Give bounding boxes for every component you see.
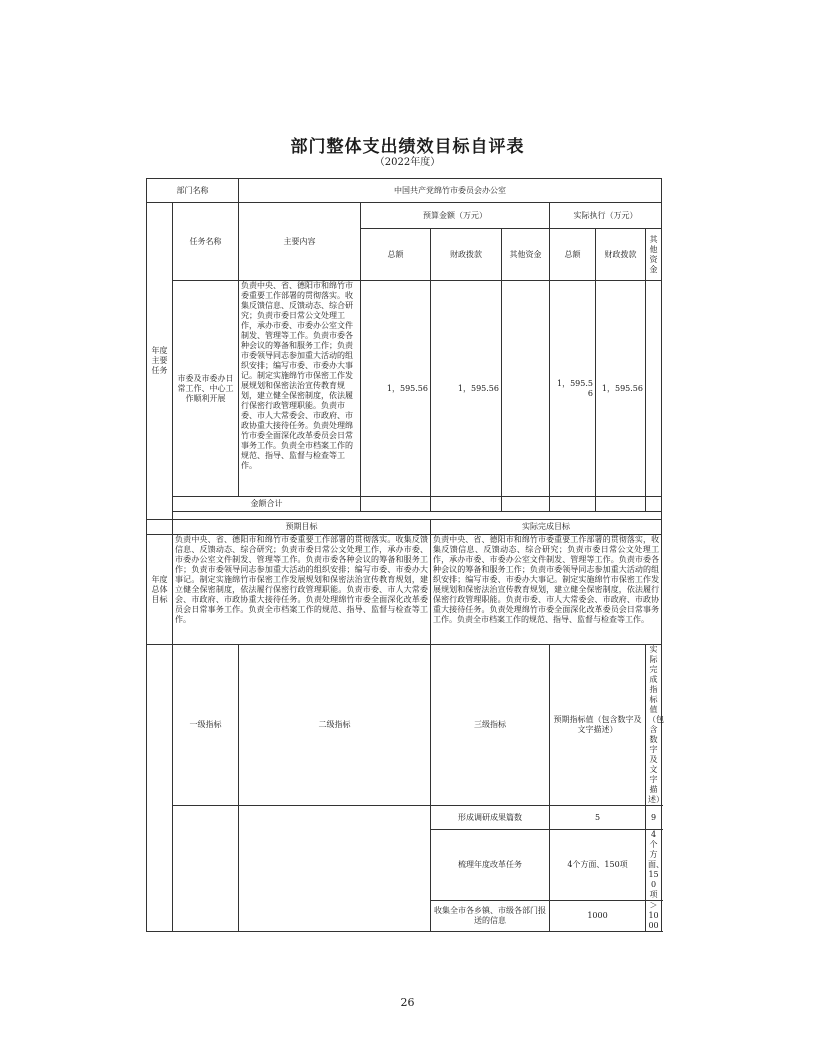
budget-other-header: 其他资金 (502, 229, 550, 281)
actual-total-value: 1，595.56 (550, 281, 596, 497)
level1-indicator-label: 一级指标 (173, 645, 239, 806)
page-title: 部门整体支出绩效目标自评表 (290, 137, 525, 157)
indicator-actual: 9 (646, 806, 662, 830)
task-content: 负责中央、省、德阳市和绵竹市委重要工作部署的贯彻落实。收集反馈信息、反馈动态、综合研究；负责市委日常公文处理工作，承办市委、市委办公室文件制发、管理等工作。负责市委各种会议的筹备和服务工作；负责市委领导同志参加重大活动的组织安排；编写市委、市委办大事记。制定实施绵竹市保密工作发展规划和保密法治宣传教育规划，建立健全保密制度，依法履行保密行政管理职能。负责市委、市人大常委会、市政府、市政协重大接待任务。负责处理绵竹市委全面深化改革委员会日常事务工作。负责全市档案工作的规范、指导、监督与检查等工作。 (239, 281, 361, 497)
dept-value: 中国共产党绵竹市委员会办公室 (239, 179, 662, 203)
indicator-name: 收集全市各乡镇、市级各部门报送的信息 (431, 901, 550, 932)
actual-fiscal-header: 财政拨款 (596, 229, 646, 281)
indicator-expected: 1000 (550, 901, 646, 932)
indicator-header-row (147, 645, 662, 806)
evaluation-table (146, 178, 662, 932)
expected-goal-label: 预期目标 (173, 520, 431, 535)
page-subtitle: （2022年度） (374, 157, 441, 168)
budget-total-header: 总额 (361, 229, 431, 281)
budget-fiscal-value: 1，595.56 (431, 281, 502, 497)
indicator-expected: 4个方面、150项 (550, 830, 646, 901)
actual-other-value (646, 281, 662, 497)
evaluation-sheet (146, 178, 664, 930)
dept-label: 部门名称 (147, 179, 239, 203)
level2-indicator-label: 二级指标 (239, 645, 431, 806)
annual-tasks-label: 年度主要任务 (147, 203, 173, 520)
goal-row (147, 535, 662, 645)
actual-goal-label: 实际完成目标 (431, 520, 662, 535)
actual-exec-label: 实际执行（万元） (550, 203, 662, 229)
sum-label: 金额合计 (173, 497, 361, 512)
level3-indicator-label: 三级指标 (431, 645, 550, 806)
indicator-actual: 4个方面、150项 (646, 830, 662, 901)
expected-goal-text: 负责中央、省、德阳市和绵竹市委重要工作部署的贯彻落实。收集反馈信息、反馈动态、综合研究；负责市委日常公文处理工作，承办市委、市委办公室文件制发、管理等工作。负责市委各种会议的筹备和服务工作；负责市委领导同志参加重大活动的组织安排；编写市委、市委办大事记。制定实施绵竹市保密工作发展规划和保密法治宣传教育规划，建立健全保密制度，依法履行保密行政管理职能。负责市委、市人大常委会、市政府、市政协重大接待任务。负责处理绵竹市委全面深化改革委员会日常事务工作。负责全市档案工作的规范、指导、监督与检查等工作。 (173, 535, 431, 645)
actual-value-label: 实际完成指标值（包含数字及文字描述） (646, 645, 662, 806)
overall-goal-label: 年度总体目标 (147, 535, 173, 645)
task-name-label: 任务名称 (173, 203, 239, 281)
gap-row (147, 512, 662, 520)
indicator-name: 形成调研成果篇数 (431, 806, 550, 830)
indicator-expected: 5 (550, 806, 646, 830)
page-number: 26 (400, 996, 415, 1009)
budget-fiscal-header: 财政拨款 (431, 229, 502, 281)
task-row (147, 281, 662, 497)
actual-total-header: 总额 (550, 229, 596, 281)
budget-other-value (502, 281, 550, 497)
indicator-name: 梳理年度改革任务 (431, 830, 550, 901)
actual-other-header: 其他资金 (646, 229, 662, 281)
task-name: 市委及市委办日常工作、中心工作顺利开展 (173, 281, 239, 497)
budget-header-row (147, 203, 662, 229)
content-label: 主要内容 (239, 203, 361, 281)
expected-value-label: 预期指标值（包含数字及文字描述） (550, 645, 646, 806)
indicator-actual: ＞1000 (646, 901, 662, 932)
indicator-row (147, 806, 662, 830)
actual-fiscal-value: 1，595.56 (596, 281, 646, 497)
actual-goal-text: 负责中央、省、德阳市和绵竹市委重要工作部署的贯彻落实，收集反馈信息、反馈动态、综合研究；负责市委日常公文处理工作，承办市委、市委办公室文件制发、管理等工作。负责市委各种会议的筹备和服务工作；负责市委领导同志参加重大活动的组织安排；编写市委、市委办大事记。制定实施绵竹市保密工作发展规划和保密法治宣传教育规划，建立健全保密制度，依法履行保密行政管理职能。负责市委、市人大常委会、市政府、市政协重大接待任务。负责处理绵竹市委全面深化改革委员会日常事务工作。负责全市档案工作的规范、指导、监督与检查等工作。 (431, 535, 662, 645)
sum-row (147, 497, 662, 512)
budget-amount-label: 预算金额（万元） (361, 203, 550, 229)
goal-header-row (147, 520, 662, 535)
budget-total-value: 1，595.56 (361, 281, 431, 497)
dept-row (147, 179, 662, 203)
